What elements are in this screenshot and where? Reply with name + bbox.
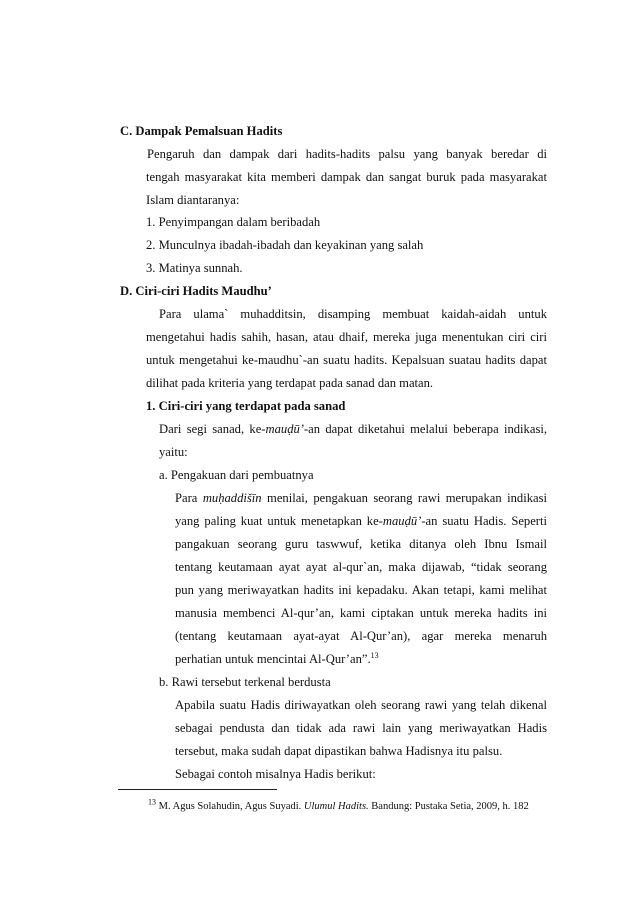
paragraph-line: Islam diantaranya:	[146, 193, 240, 207]
paragraph-line: perhatian untuk mencintai Al-Qur’an”.$^{13}$	[175, 650, 379, 666]
paragraph-line: manusia membenci Al-qur’an, kami ciptakan untuk mereka hadits ini	[175, 606, 547, 620]
paragraph-line: sebagai pendusta dan tidak ada rawi lain yang meriwayatkan Hadis	[175, 721, 547, 735]
paragraph-line: Apabila suatu Hadis diriwayatkan oleh seorang rawi yang telah dikenal	[175, 698, 547, 712]
paragraph-line: Dari segi sanad, ke-mauḍū’-an dapat diketahui melalui beberapa indikasi,	[159, 422, 547, 436]
list-item: 2. Munculnya ibadah-ibadah dan keyakinan yang salah	[146, 238, 424, 252]
section-c-heading: C. Dampak Pemalsuan Hadits	[120, 124, 283, 138]
footnote-divider	[118, 789, 277, 790]
paragraph-line: pangakuan seorang guru taswwuf, ketika ditanya oleh Ibnu Ismail	[175, 537, 547, 551]
paragraph-line: untuk mengetahui ke-maudhu`-an suatu hadits. Kepalsuan suatau hadits dapat	[146, 353, 547, 367]
paragraph-line: tersebut, maka sudah dapat dipastikan bahwa Hadisnya itu palsu.	[175, 744, 503, 758]
list-item: 3. Matinya sunnah.	[146, 261, 243, 275]
paragraph-line: (tentang keutamaan ayat-ayat Al-Qur’an), agar mereka menaruh	[175, 629, 547, 643]
paragraph-line: Pengaruh dan dampak dari hadits-hadits palsu yang banyak beredar di	[147, 147, 547, 161]
paragraph-line: tengah masyarakat kita memberi dampak dan sangat buruk pada masyarakat	[146, 170, 547, 184]
section-d-heading: D. Ciri-ciri Hadits Maudhu’	[120, 284, 272, 298]
item-a-heading: a. Pengakuan dari pembuatnya	[159, 468, 314, 482]
paragraph-line: tentang keutamaan ayat ayat al-qur`an, maka dijawab, “tidak seorang	[175, 560, 547, 574]
footnote-number: 13	[148, 797, 156, 807]
paragraph-line: pun yang meriwayatkan hadits ini kepadaku. Akan tetapi, kami melihat	[175, 583, 547, 597]
paragraph-line: yaitu:	[159, 445, 188, 459]
paragraph-line: Para muḥaddišīn menilai, pengakuan seorang rawi merupakan indikasi	[175, 491, 547, 505]
paragraph-line: Sebagai contoh misalnya Hadis berikut:	[175, 767, 376, 781]
footnote: $^{13}$ M. Agus Solahudin, Agus Suyadi. Ulumul Hadits. Bandung: Pustaka Setia, 2009, h. 182	[148, 797, 529, 812]
paragraph-line: Para ulama` muhadditsin, disamping membuat kaidah-aidah untuk	[159, 307, 547, 321]
paragraph-line: dilihat pada kriteria yang terdapat pada sanad dan matan.	[146, 376, 434, 390]
list-item: 1. Penyimpangan dalam beribadah	[146, 215, 321, 229]
paragraph-line: yang paling kuat untuk menetapkan ke-mauḍū’-an suatu Hadis. Seperti	[175, 514, 547, 528]
footnote-reference[interactable]: 13	[370, 650, 379, 660]
paragraph-line: mengetahui hadis sahih, hasan, atau dhaif, mereka juga menentukan ciri ciri	[146, 330, 547, 344]
item-b-heading: b. Rawi tersebut terkenal berdusta	[159, 675, 331, 689]
subsection-1-heading: 1. Ciri-ciri yang terdapat pada sanad	[146, 399, 346, 413]
